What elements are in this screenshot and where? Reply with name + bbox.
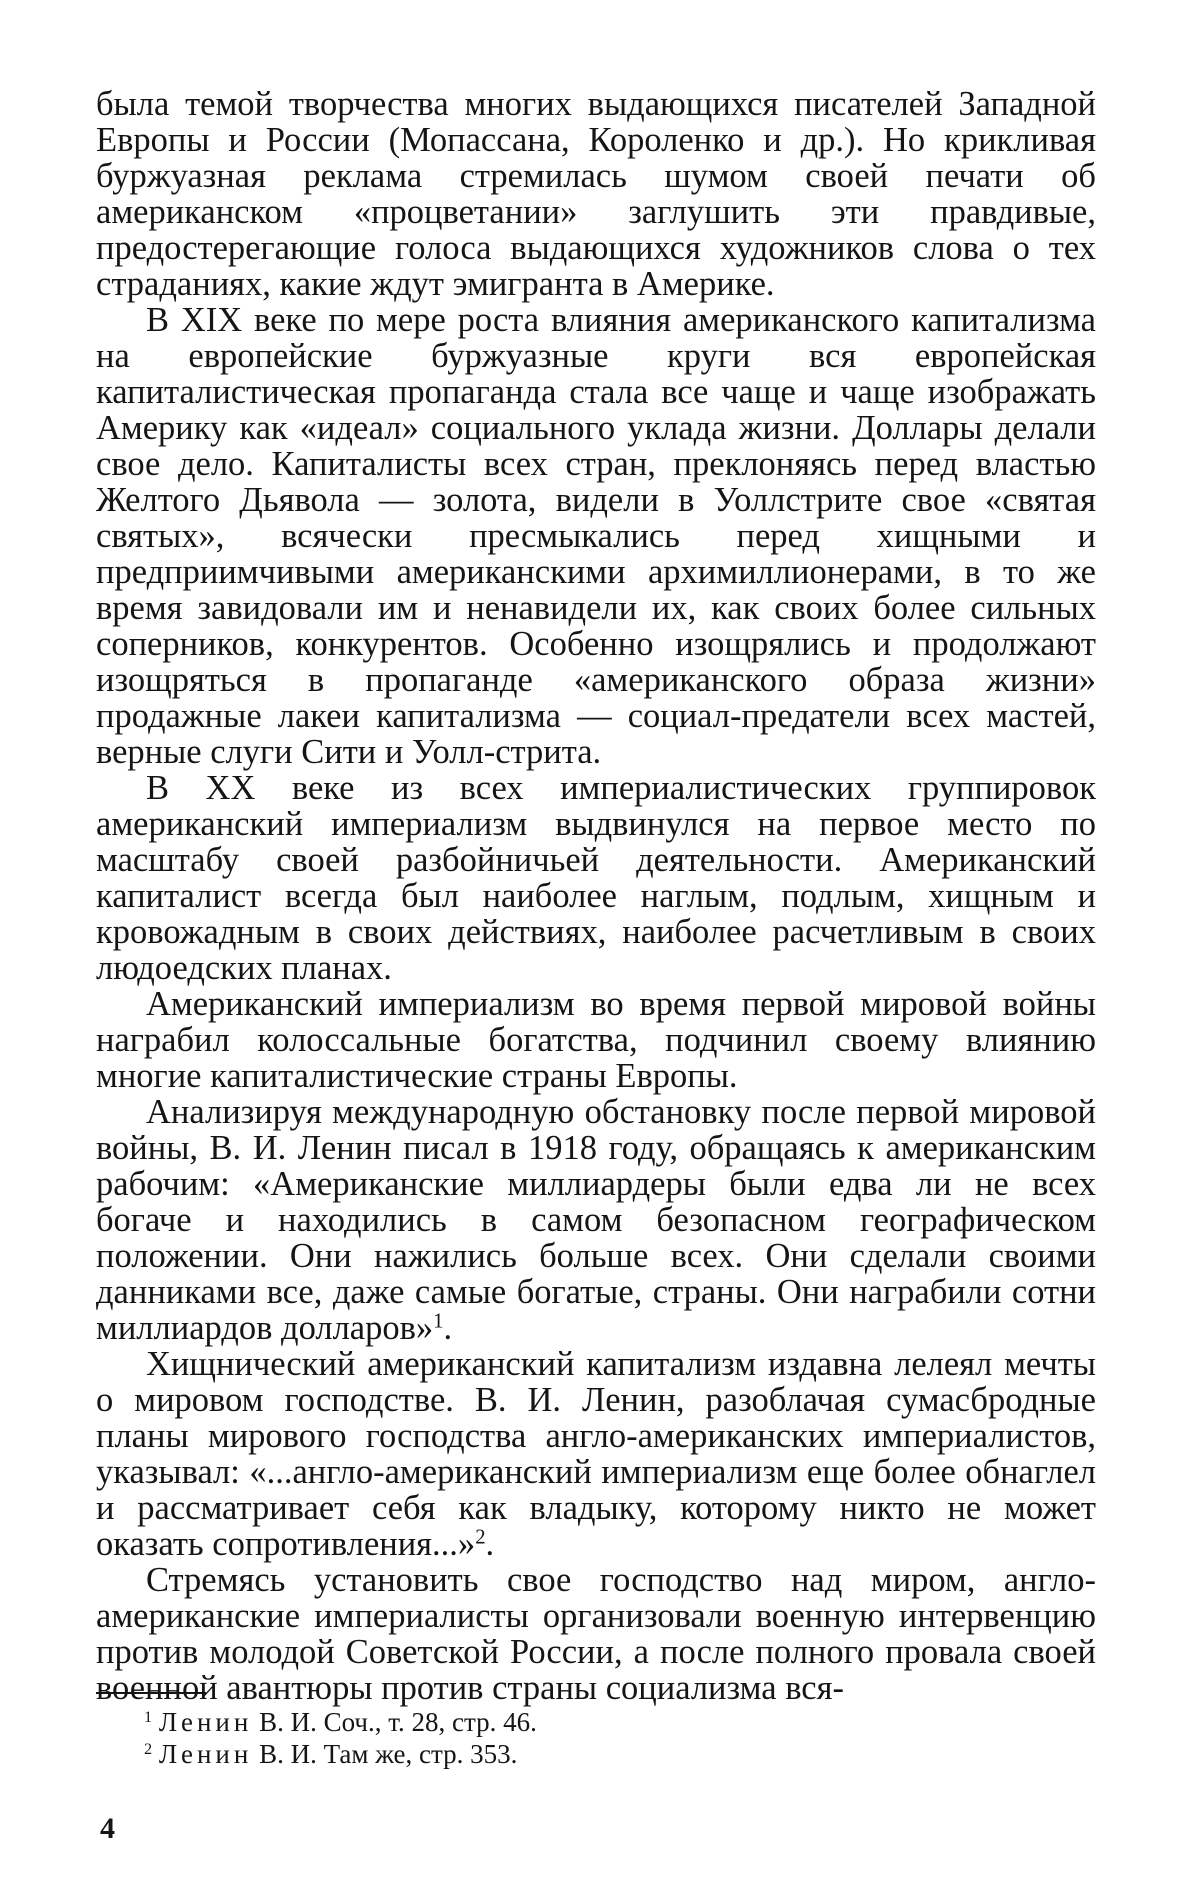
- paragraph-text: В XX веке из всех империалистических группировок американский империализм выдвинулся на первое место по масштабу своей разбойничьей деятельности. Американский капиталист всегда был наиболее наглым, подлым, хищным и кровожадным в своих действиях, наиболее расчетливым в своих людоедских планах.: [96, 769, 1096, 987]
- paragraph-1: [96, 86, 1096, 302]
- paragraph-text: Хищнический американский капитализм издавна лелеял мечты о мировом господстве. В. И. Ленин, разоблачая сумасбродные планы мирового господства англо-американских империалистов, указывал: «...англо-американский империализм еще более обнаглел и рассматривает себя как владыку, которому никто не может оказать сопротивления...»: [96, 1345, 1096, 1563]
- footnote-ref[interactable]: 1: [433, 1310, 444, 1333]
- footnote-text: В. И. Там же, стр. 353.: [252, 1739, 518, 1769]
- footnote-text: В. И. Соч., т. 28, стр. 46.: [252, 1707, 537, 1737]
- paragraph-tail: .: [485, 1525, 495, 1563]
- paragraph-7: [96, 1562, 1096, 1706]
- page-body: [96, 86, 1096, 1706]
- paragraph-text: Анализируя международную обстановку после первой мировой войны, В. И. Ленин писал в 1918 году, обращаясь к американским рабочим: «Американские миллиардеры были едва ли не всех богаче и находились в самом безопасном географическом положении. Они нажились больше всех. Они сделали своими данниками все, даже самые богатые, страны. Они награбили сотни миллиардов долларов»: [96, 1093, 1096, 1347]
- footnote-1: [144, 1706, 1044, 1738]
- paragraph-3: [96, 770, 1096, 986]
- footnote-author: Ленин: [158, 1739, 253, 1769]
- footnotes: [144, 1706, 1044, 1770]
- page-number: 4: [100, 1812, 115, 1845]
- paragraph-6: [96, 1346, 1096, 1562]
- paragraph-text: В XIX веке по мере роста влияния американского капитализма на европейские буржуазные круги вся европейская капиталистическая пропаганда стала все чаще и чаще изображать Америку как «идеал» социального уклада жизни. Доллары делали свое дело. Капиталисты всех стран, преклоняясь перед властью Желтого Дьявола — золота, видели в Уоллстрите свое «святая святых», всячески пресмыкались перед хищными и предприимчивыми американскими архимиллионерами, в то же время завидовали им и ненавидели их, как своих более сильных соперников, конкурентов. Особенно изощрялись и продолжают изощряться в пропаганде «американского образа жизни» продажные лакеи капитализма — социал-предатели всех мастей, верные слуги Сити и Уолл-стрита.: [96, 301, 1096, 771]
- footnote-ref[interactable]: 2: [475, 1526, 486, 1549]
- paragraph-text: была темой творчества многих выдающихся писателей Западной Европы и России (Мопассана, Короленко и др.). Но крикливая буржуазная реклама стремилась шумом своей печати об американском «процветании» заглушить эти правдивые, предостерегающие голоса выдающихся художников слова о тех страданиях, какие ждут эмигранта в Америке.: [96, 85, 1096, 303]
- paragraph-2: [96, 302, 1096, 770]
- footnote-author: Ленин: [158, 1707, 253, 1737]
- footnote-2: [144, 1738, 1044, 1770]
- footnote-marker: 2: [144, 1740, 153, 1759]
- footnote-marker: 1: [144, 1708, 153, 1727]
- paragraph-5: [96, 1094, 1096, 1346]
- paragraph-4: [96, 986, 1096, 1094]
- paragraph-tail: .: [443, 1309, 453, 1347]
- footnote-divider: [96, 1692, 206, 1694]
- paragraph-text: Стремясь установить свое господство над миром, англо-американские империалисты организовали военную интервенцию против молодой Советской России, а после полного провала своей военной авантюры против страны социализма вся-: [96, 1561, 1096, 1707]
- paragraph-text: Американский империализм во время первой мировой войны награбил колоссальные богатства, подчинил своему влиянию многие капиталистические страны Европы.: [96, 985, 1096, 1095]
